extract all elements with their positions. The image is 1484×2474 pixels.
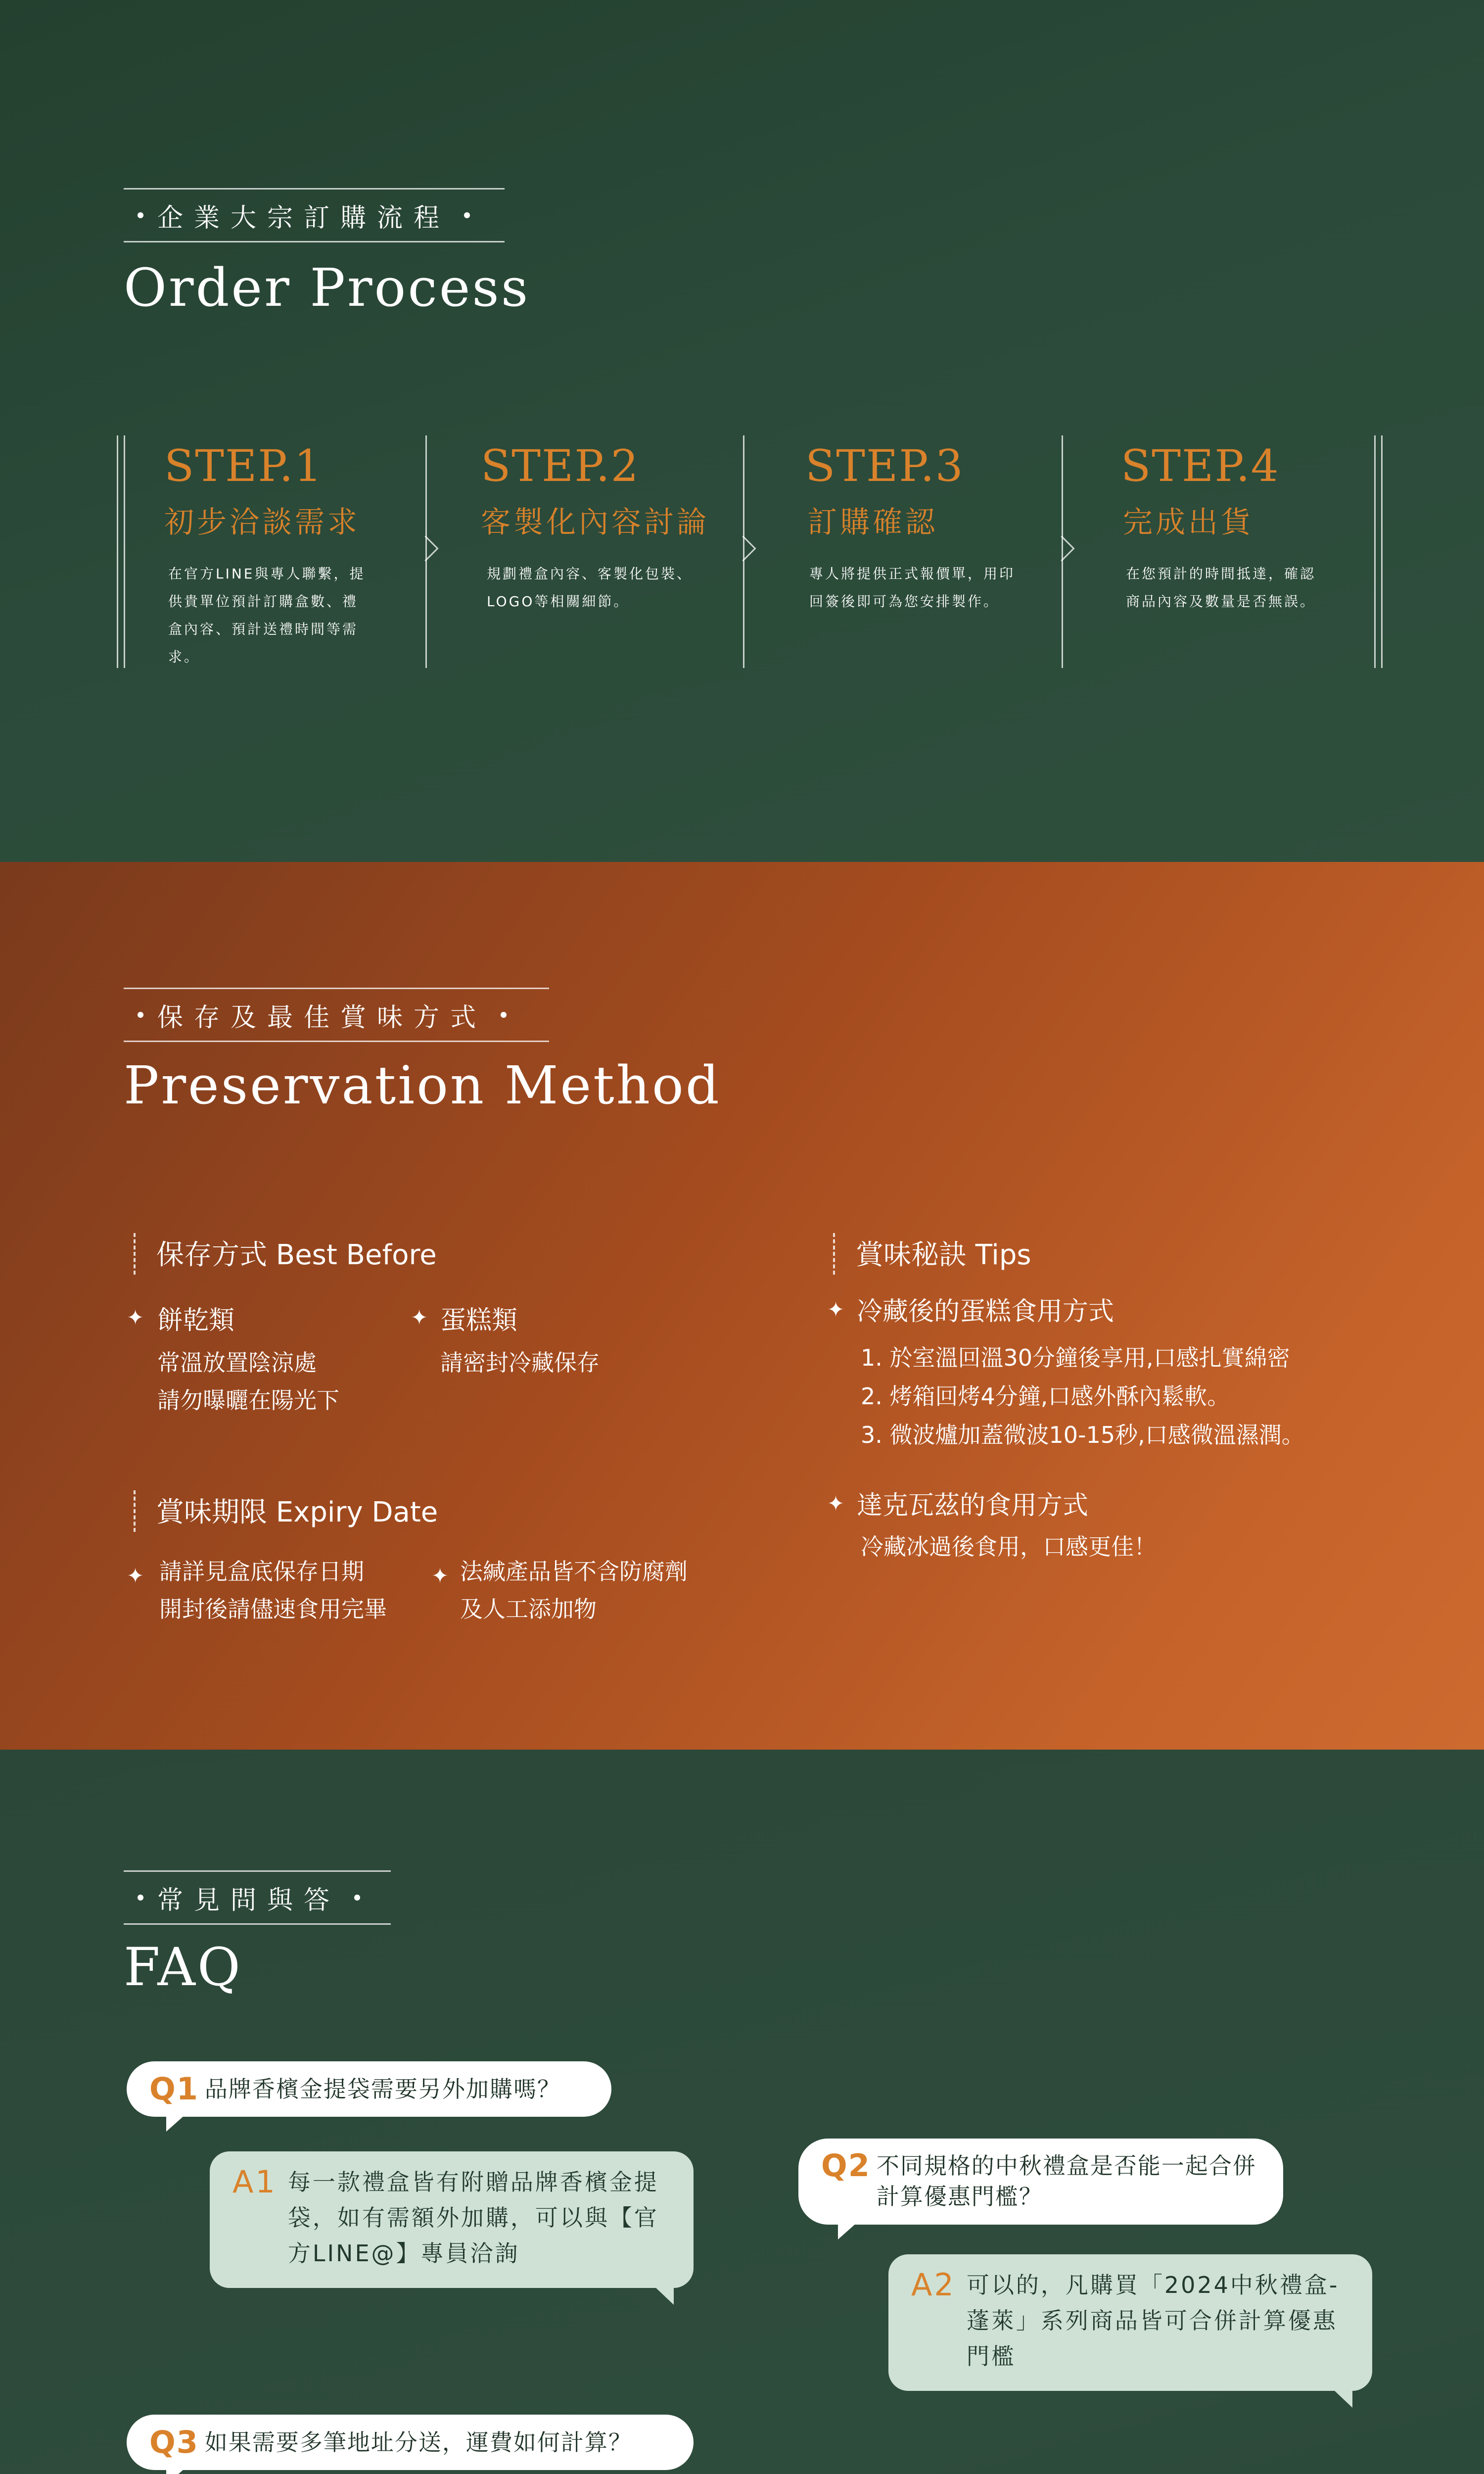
heading-bar — [134, 1233, 138, 1275]
answer-tag: A1 — [232, 2164, 277, 2200]
faq-section — [0, 1750, 1484, 2474]
preservation-title: Preservation Method — [124, 1055, 721, 1116]
eyebrow-dot — [501, 1012, 507, 1018]
eyebrow-dot — [138, 1895, 143, 1901]
preservation-eyebrow — [124, 988, 549, 1042]
tips-item-line: 3. 微波爐加蓋微波10-15秒,口感微溫濕潤。 — [861, 1422, 1304, 1448]
step-divider — [117, 435, 118, 668]
star-icon: ✦ — [827, 1297, 845, 1322]
star-icon: ✦ — [827, 1491, 845, 1516]
step-divider — [124, 435, 125, 668]
expiry-line: 請詳見盒底保存日期 — [159, 1558, 364, 1585]
heading-bar — [134, 1490, 138, 1532]
step-title: STEP.4 — [1121, 440, 1280, 491]
tips-item-name: 達克瓦茲的食用方式 — [857, 1491, 1089, 1521]
step-description: 專人將提供正式報價單，用印回簽後即可為您安排製作。 — [809, 566, 1016, 610]
expiry-line: 法緘產品皆不含防腐劑 — [460, 1558, 688, 1585]
expiry-heading: 賞味期限 Expiry Date — [156, 1496, 438, 1528]
order-eyebrow-text: 企業大宗訂購流程 — [157, 203, 451, 233]
tips-item-line: 2. 烤箱回烤4分鐘,口感外酥內鬆軟。 — [861, 1383, 1230, 1410]
tips-item-line: 冷藏冰過後食用，口感更佳！ — [861, 1533, 1157, 1560]
step-description: 在您預計的時間抵達，確認商品內容及數量是否無誤。 — [1126, 566, 1316, 610]
faq-title: FAQ — [124, 1937, 242, 1998]
chevron-right-icon — [1049, 535, 1074, 561]
answer-text: 可以的，凡購買「2024中秋禮盒-蓬萊」系列商品皆可合併計算優惠門檻 — [966, 2272, 1340, 2370]
faq-eyebrow — [124, 1870, 391, 1925]
eyebrow-dot — [464, 212, 470, 218]
eyebrow-dot — [138, 212, 143, 218]
storage-item-line: 常溫放置陰涼處 — [157, 1349, 317, 1376]
preservation-section — [0, 862, 1484, 1750]
storage-heading: 保存方式 Best Before — [156, 1239, 437, 1271]
answer-text: 每一款禮盒皆有附贈品牌香檳金提袋，如有需額外加購，可以與【官方LINE@】專員洽詢 — [287, 2169, 659, 2267]
tips-item-name: 冷藏後的蛋糕食用方式 — [857, 1297, 1114, 1327]
answer-tag: A2 — [911, 2267, 956, 2303]
star-icon: ✦ — [411, 1305, 428, 1330]
step-title: STEP.3 — [805, 440, 964, 491]
expiry-line: 開封後請儘速食用完畢 — [159, 1596, 387, 1622]
faq-answer — [888, 2254, 1372, 2391]
step-title: STEP.1 — [164, 440, 323, 491]
order-eyebrow — [124, 188, 505, 242]
tips-heading: 賞味秘訣 Tips — [856, 1239, 1031, 1271]
storage-item-line: 請密封冷藏保存 — [440, 1349, 600, 1376]
question-tag: Q2 — [821, 2147, 871, 2184]
bubble-tail — [166, 2469, 184, 2474]
question-text: 品牌香檳金提袋需要另外加購嗎？ — [204, 2076, 561, 2102]
bubble-tail — [838, 2224, 856, 2239]
faq-question — [798, 2139, 1283, 2225]
expiry-line: 及人工添加物 — [460, 1596, 597, 1622]
storage-item-name: 蛋糕類 — [440, 1306, 518, 1335]
step-title: STEP.2 — [481, 440, 640, 491]
step-divider — [1374, 435, 1376, 668]
eyebrow-dot — [354, 1895, 360, 1901]
eyebrow-dot — [138, 1012, 143, 1018]
heading-bar — [833, 1233, 837, 1275]
faq-answer — [210, 2151, 694, 2288]
tips-item-line: 1. 於室溫回溫30分鐘後享用,口感扎實綿密 — [861, 1344, 1290, 1371]
step-subtitle: 初步洽談需求 — [164, 505, 360, 540]
faq-question — [127, 2061, 611, 2117]
step-description: 規劃禮盒內容、客製化包裝、LOGO等相關細節。 — [487, 566, 693, 610]
bubble-tail — [1334, 2390, 1352, 2408]
step-subtitle: 客製化內容討論 — [481, 505, 709, 540]
chevron-right-icon — [413, 535, 438, 561]
preservation-eyebrow-text: 保存及最佳賞味方式 — [157, 1002, 487, 1033]
step-subtitle: 完成出貨 — [1123, 505, 1253, 540]
faq-question — [127, 2415, 694, 2470]
order-title: Order Process — [124, 257, 530, 318]
question-tag: Q3 — [149, 2424, 199, 2460]
step-description: 在官方LINE與專人聯繫，提供貴單位預計訂購盒數、禮盒內容、預計送禮時間等需求。 — [168, 566, 366, 665]
bubble-tail — [166, 2116, 184, 2132]
faq-eyebrow-text: 常見問與答 — [157, 1885, 341, 1915]
question-text: 不同規格的中秋禮盒是否能一起合併計算優惠門檻？ — [876, 2152, 1256, 2210]
step-divider — [1381, 435, 1383, 668]
star-icon: ✦ — [431, 1564, 449, 1588]
order-process-section — [0, 0, 1484, 862]
storage-item-line: 請勿曝曬在陽光下 — [157, 1387, 339, 1414]
chevron-right-icon — [730, 535, 756, 561]
storage-item-name: 餅乾類 — [157, 1306, 235, 1335]
question-text: 如果需要多筆地址分送，運費如何計算？ — [204, 2429, 632, 2456]
star-icon: ✦ — [127, 1564, 144, 1588]
step-subtitle: 訂購確認 — [807, 505, 938, 540]
question-tag: Q1 — [149, 2071, 199, 2107]
star-icon: ✦ — [127, 1305, 144, 1330]
bubble-tail — [655, 2287, 674, 2305]
